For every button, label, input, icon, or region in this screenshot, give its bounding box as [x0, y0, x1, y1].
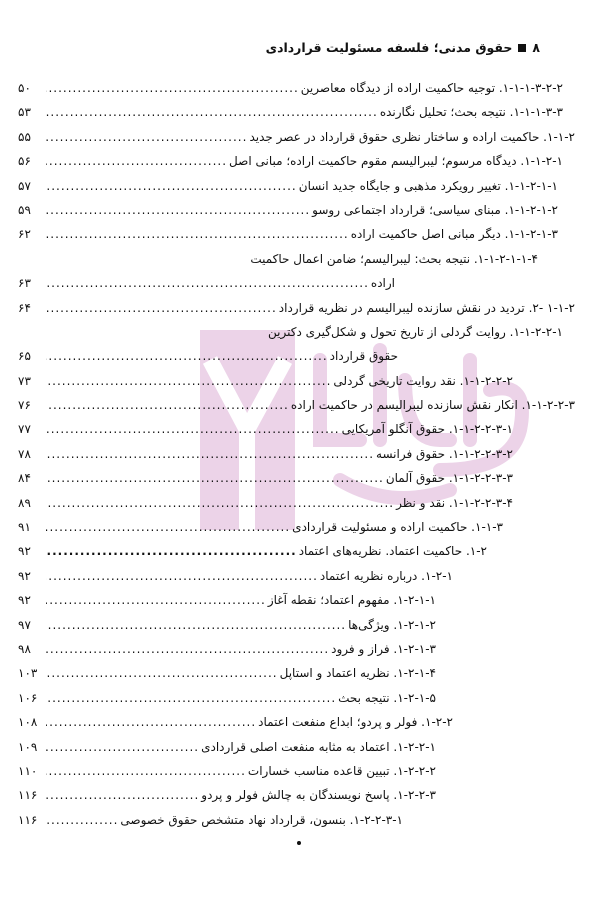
dot-leader: [46, 661, 278, 685]
toc-entry-page: ۹۲: [18, 568, 31, 583]
toc-entry-title: ۱-۲. حاکمیت اعتماد. نظریه‌های اعتماد: [298, 544, 487, 559]
toc-entry-title: ۱-۱-۲-۲-۱. روایت گردلی از تاریخ تحول و شکل‌گیری دکترین: [268, 324, 563, 339]
dot-leader: [46, 222, 349, 246]
toc-entry[interactable]: [0, 149, 600, 173]
toc-entry-page: ۶۳: [18, 276, 31, 291]
dot-leader: [46, 296, 277, 320]
toc-entry-title: ۱-۱-۲-۲-۳-۲. حقوق فرانسه: [376, 446, 513, 461]
dot-leader: [46, 783, 199, 807]
toc-entry-page: ۵۹: [18, 202, 31, 217]
dot-leader: [46, 198, 310, 222]
toc-entry-title: ۱-۲-۱-۱. مفهوم اعتماد؛ نقطه آغاز: [267, 593, 436, 608]
toc-entry-page: ۱۰۶: [18, 690, 38, 705]
toc-entry-page: ۷۳: [18, 373, 31, 388]
header-page-number: ۸: [532, 40, 540, 55]
toc-entry-page: ۵۳: [18, 105, 31, 120]
toc-entry-page: ۷۷: [18, 422, 31, 437]
toc-entry-page: ۱۱۰: [18, 763, 38, 778]
toc-entry-title: ۱-۲-۱-۴. نظریه اعتماد و استاپل: [279, 666, 436, 681]
dot-leader: [46, 442, 374, 466]
toc-entry-page: ۹۷: [18, 617, 31, 632]
dot-leader: [46, 515, 290, 539]
toc-entry[interactable]: [0, 661, 600, 685]
toc-entry[interactable]: [0, 76, 600, 100]
toc-entry[interactable]: [0, 393, 600, 417]
toc-entry-page: ۹۲: [18, 593, 31, 608]
toc-entry[interactable]: [0, 222, 600, 246]
toc-entry[interactable]: [0, 808, 600, 832]
toc-entry-title: ۱-۱-۲-۲-۳-۳. حقوق آلمان: [385, 471, 513, 486]
dot-leader: [46, 491, 394, 515]
dot-leader: [46, 808, 118, 832]
dot-leader: [46, 125, 247, 149]
toc-entry-page: ۸۹: [18, 495, 31, 510]
toc-entry[interactable]: [0, 491, 600, 515]
toc-entry[interactable]: [0, 100, 600, 124]
toc-entry[interactable]: [0, 442, 600, 466]
square-bullet-icon: [518, 44, 526, 52]
toc-entry[interactable]: [0, 247, 600, 271]
dot-leader: [46, 149, 227, 173]
toc-entry[interactable]: [0, 637, 600, 661]
toc-entry-title: ۱-۱-۱-۳-۲-۲. توجیه حاکمیت اراده از دیدگاه معاصرین: [300, 81, 563, 95]
dot-leader: [46, 344, 328, 368]
dot-leader: [46, 735, 199, 759]
dot-leader: [46, 100, 378, 124]
toc-entry-title: ۱-۲-۲-۱. اعتماد به مثابه منفعت اصلی قراردادی: [201, 739, 436, 754]
toc-entry-title: ۱-۱-۲-۱-۱-۴. نتیجه بحث: لیبرالیسم؛ ضامن اعمال حاکمیت: [250, 251, 538, 266]
toc-entry-page: ۵۷: [18, 178, 31, 193]
toc-entry-title: ۱-۱-۲-۲-۲. نقد روایت تاریخی گردلی: [333, 373, 513, 388]
dot-leader: [46, 417, 340, 441]
toc-entry-title: ۱-۱-۲-۱. دیدگاه مرسوم؛ لیبرالیسم مقوم حاکمیت اراده؛ مبانی اصل: [229, 154, 563, 169]
toc-entry[interactable]: [0, 198, 600, 222]
toc-entry-page: ۵۵: [18, 129, 31, 144]
dot-leader: [46, 539, 297, 563]
toc-entry-page: ۶۴: [18, 300, 31, 315]
toc-entry-continuation[interactable]: [0, 271, 600, 295]
toc-entry-page: ۱۱۶: [18, 788, 38, 803]
toc-entry-title: ۱-۱-۱-۳-۳. نتیجه بحث؛ تحلیل نگارنده: [379, 105, 563, 120]
toc-entry-title: حقوق قرارداد: [329, 349, 398, 364]
toc-entry-title: ۱-۱-۲-۲-۳-۴. نقد و نظر: [396, 495, 513, 510]
toc-entry[interactable]: [0, 125, 600, 149]
toc-entry-title: ۱-۱-۲-۲-۳. انکار نقش سازنده لیبرالیسم در حاکمیت اراده: [290, 398, 575, 413]
toc-entry-title: ۱-۱-۲-۲-۳-۱. حقوق آنگلو آمریکایی: [341, 422, 513, 437]
toc-entry[interactable]: [0, 174, 600, 198]
toc-entry[interactable]: [0, 613, 600, 637]
toc-entry-title: اراده: [370, 276, 395, 291]
table-of-contents: [0, 76, 600, 832]
dot-leader: [46, 710, 256, 734]
toc-entry[interactable]: [0, 710, 600, 734]
toc-entry-page: ۸۴: [18, 471, 31, 486]
toc-entry-page: ۵۰: [18, 81, 31, 95]
running-header: [266, 40, 540, 55]
toc-entry[interactable]: [0, 320, 600, 344]
toc-entry[interactable]: [0, 588, 600, 612]
toc-entry[interactable]: [0, 686, 600, 710]
toc-entry-title: ۱-۲-۱-۵. نتیجه بحث: [338, 690, 436, 705]
toc-entry-page: ۱۰۸: [18, 715, 38, 730]
toc-entry-page: ۶۲: [18, 227, 31, 242]
toc-entry-page: ۱۰۳: [18, 666, 38, 681]
toc-entry-page: ۶۵: [18, 349, 31, 364]
dot-leader: [46, 466, 384, 490]
toc-entry[interactable]: [0, 466, 600, 490]
toc-entry-title: ۱-۱-۲. حاکمیت اراده و ساختار نظری حقوق قرارداد در عصر جدید: [249, 129, 575, 144]
toc-entry-title: ۱-۲-۲-۳-۱. بنسون، قرارداد نهاد متشخص حقوق خصوصی: [120, 812, 403, 827]
dot-leader: [46, 686, 336, 710]
toc-entry-title: ۱-۱-۲ -۲. تردید در نقش سازنده لیبرالیسم در نظریه قرارداد: [278, 300, 575, 315]
dot-leader: [46, 613, 346, 637]
toc-entry-title: ۱-۱-۳. حاکمیت اراده و مسئولیت قراردادی: [292, 520, 503, 535]
toc-entry[interactable]: [0, 564, 600, 588]
toc-entry-page: ۱۱۶: [18, 812, 38, 827]
toc-entry-title: ۱-۲-۲-۳. پاسخ نویسندگان به چالش فولر و پردو: [201, 788, 436, 803]
toc-entry-title: ۱-۲-۱-۲. ویژگی‌ها: [348, 617, 436, 632]
toc-entry-page: ۱۰۹: [18, 739, 38, 754]
toc-entry[interactable]: [0, 417, 600, 441]
dot-leader: [46, 393, 289, 417]
toc-entry-page: ۹۲: [18, 544, 31, 559]
toc-entry[interactable]: [0, 515, 600, 539]
dot-leader: [46, 759, 246, 783]
toc-entry-page: ۵۶: [18, 154, 31, 169]
toc-entry-title: ۱-۲-۱-۳. فراز و فرود: [331, 641, 436, 656]
toc-entry-title: ۱-۲-۲. فولر و پردو؛ ابداع منفعت اعتماد: [258, 715, 453, 730]
toc-entry[interactable]: [0, 735, 600, 759]
toc-entry-title: ۱-۱-۲-۱-۳. دیگر مبانی اصل حاکمیت اراده: [350, 227, 558, 242]
dot-leader: [46, 637, 329, 661]
dot-leader: [46, 564, 318, 588]
dot-leader: [46, 174, 297, 198]
dot-leader: [46, 369, 331, 393]
dot-leader: [46, 76, 299, 100]
toc-entry-page: ۷۸: [18, 446, 31, 461]
toc-entry-title: ۱-۲-۲-۲. تبیین قاعده مناسب خسارات: [247, 763, 436, 778]
header-title: حقوق مدنی؛ فلسفه مسئولیت قراردادی: [265, 40, 513, 55]
toc-entry[interactable]: [0, 759, 600, 783]
toc-entry-title: ۱-۲-۱. درباره نظریه اعتماد: [319, 568, 453, 583]
toc-entry-page: ۷۶: [18, 398, 31, 413]
toc-entry[interactable]: [0, 296, 600, 320]
toc-entry-title: ۱-۱-۲-۱-۱. تغییر رویکرد مذهبی و جایگاه جدید انسان: [298, 178, 558, 193]
toc-entry[interactable]: [0, 369, 600, 393]
dot-leader: [46, 588, 266, 612]
toc-entry[interactable]: [0, 783, 600, 807]
toc-entry-continuation[interactable]: [0, 344, 600, 368]
toc-entry[interactable]: [0, 539, 600, 563]
toc-entry-page: ۹۸: [18, 641, 31, 656]
dot-leader: [46, 271, 369, 295]
toc-entry-title: ۱-۱-۲-۱-۲. مبنای سیاسی؛ قرارداد اجتماعی روسو: [312, 202, 558, 217]
toc-entry-page: ۹۱: [18, 520, 31, 535]
page-dot-mark: [297, 841, 301, 845]
